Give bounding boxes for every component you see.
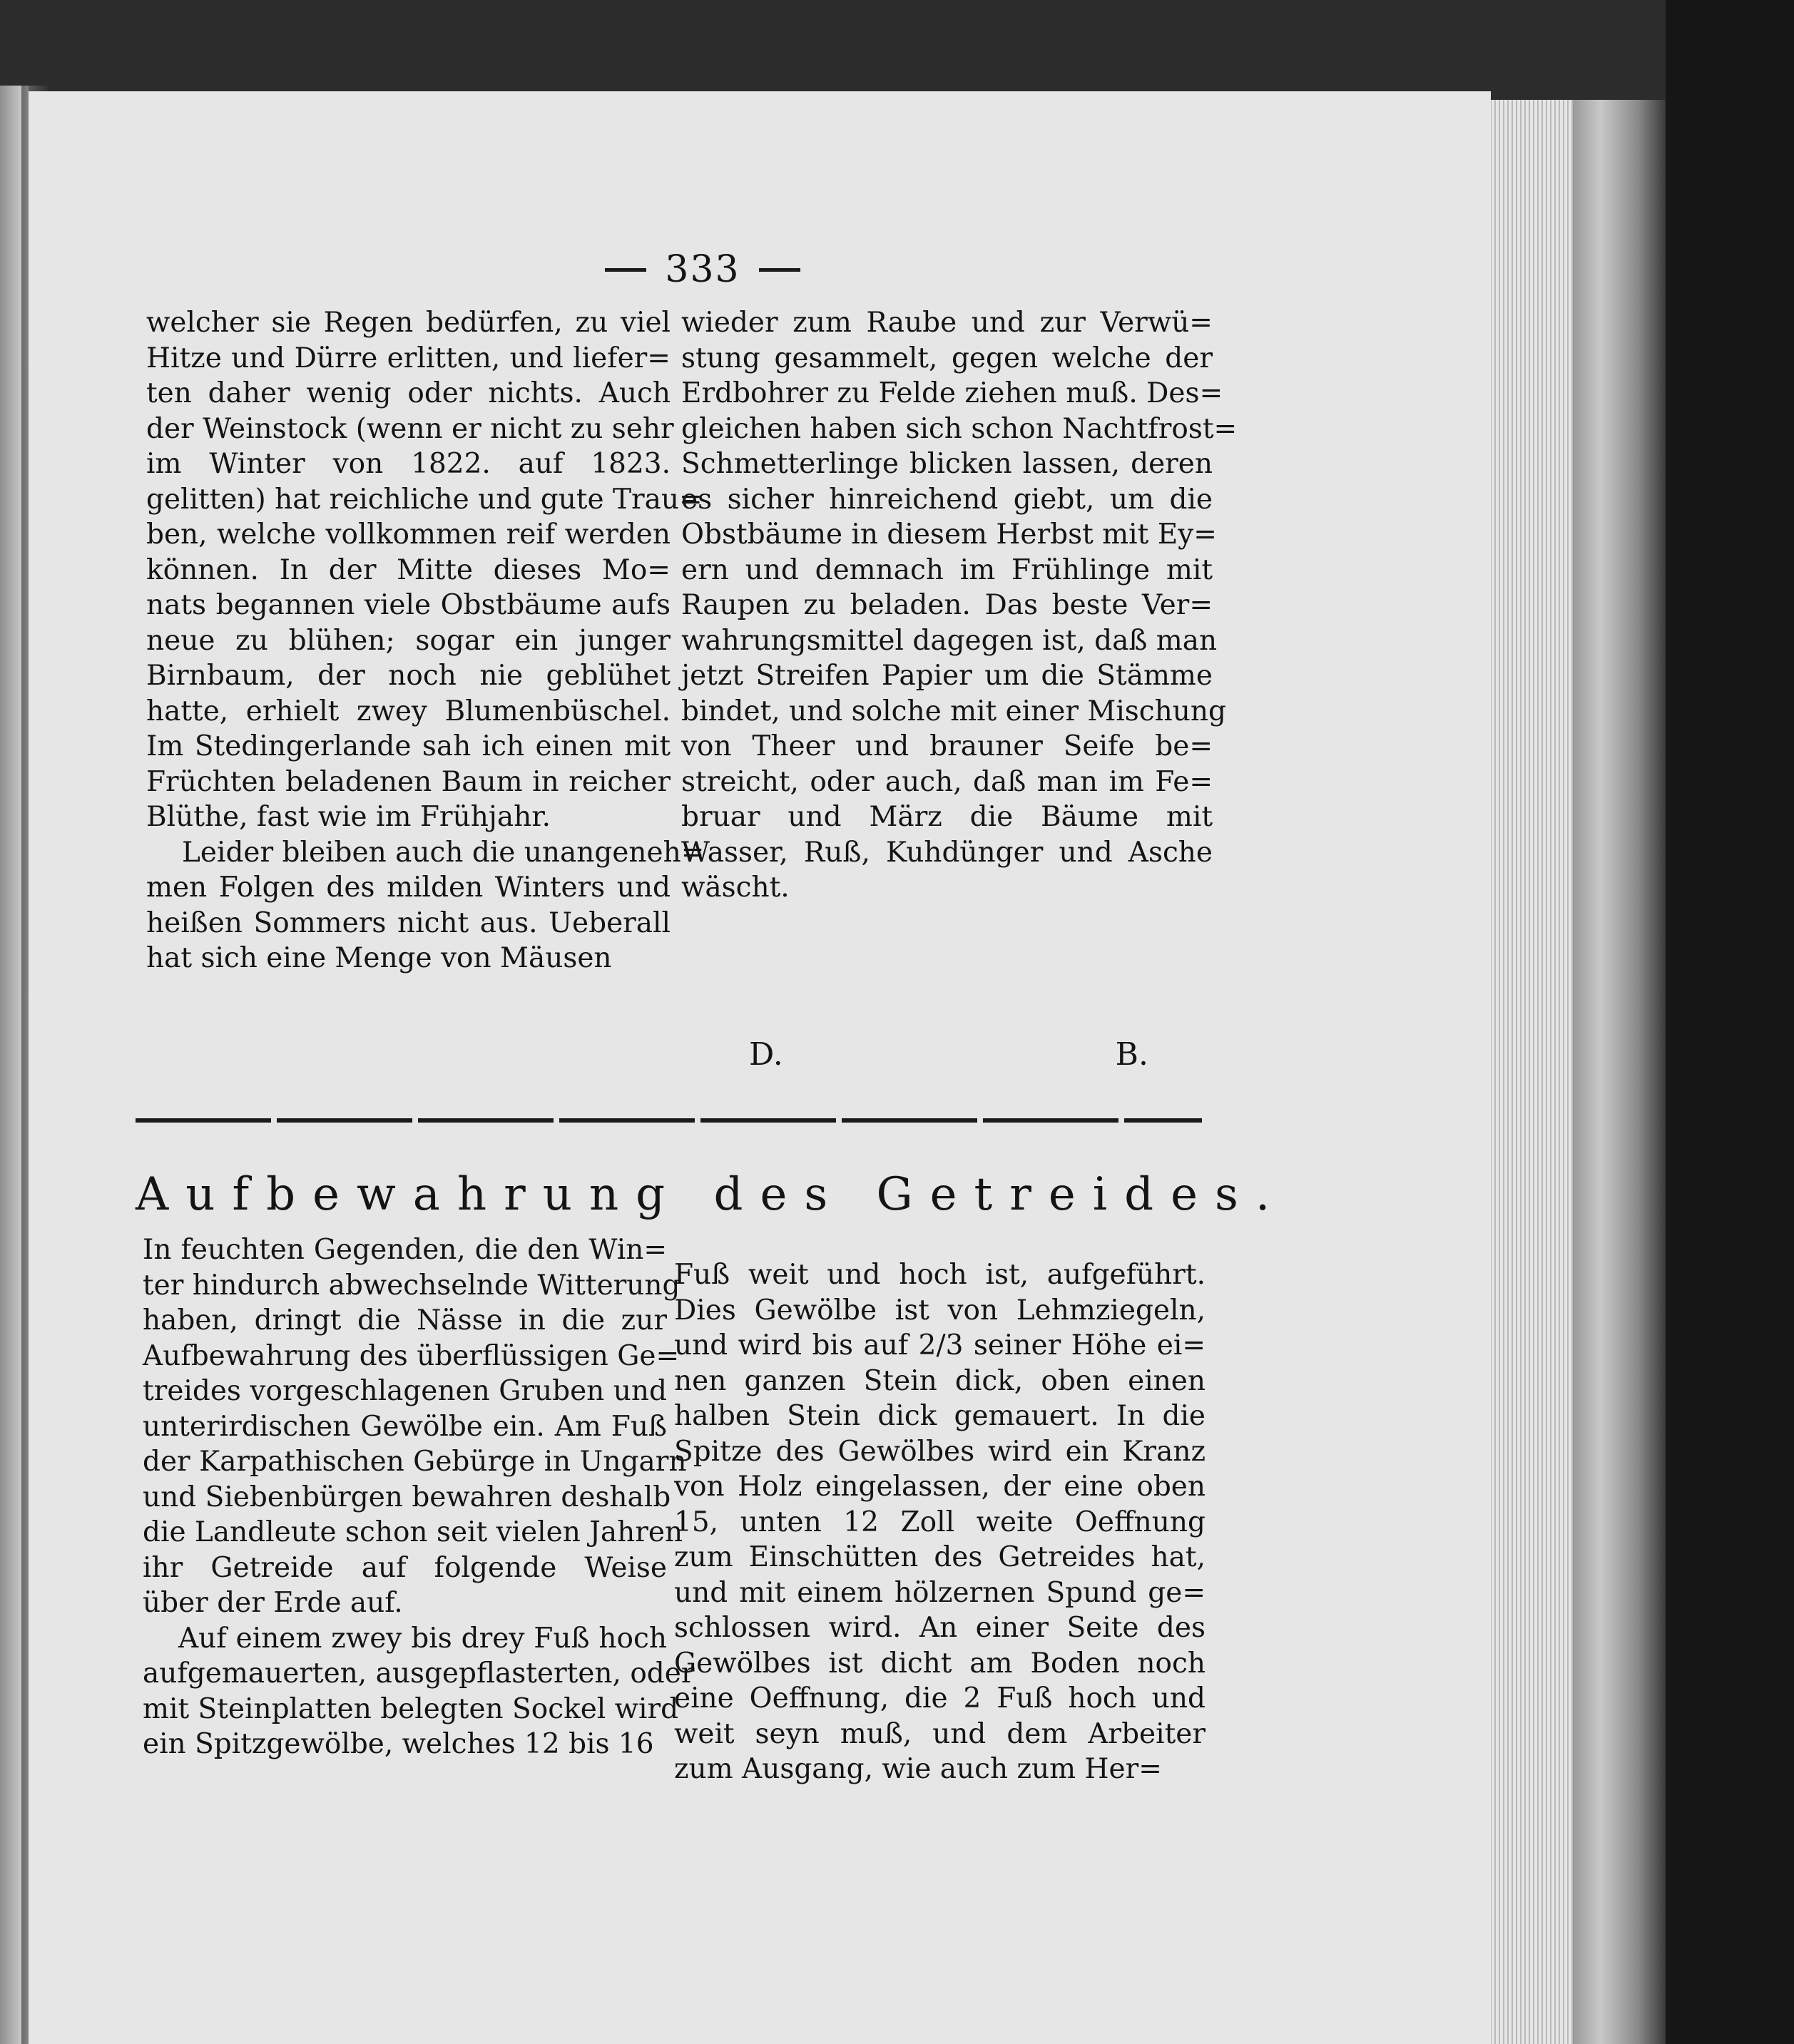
text-line: es sicher hinreichend giebt, um die — [681, 483, 1213, 516]
scan-background-top — [0, 0, 1794, 100]
page-header — [29, 248, 1491, 291]
text-line: Auf einem zwey bis drey Fuß hoch — [178, 1622, 667, 1655]
text-line: Obstbäume in diesem Herbst mit Ey= — [681, 518, 1217, 551]
signature-right: B. — [1115, 1036, 1148, 1073]
text-line: Raupen zu beladen. Das beste Ver= — [681, 589, 1213, 621]
text-line: 15, unten 12 Zoll weite Oeffnung — [674, 1506, 1206, 1538]
text-line: bruar und März die Bäume mit — [681, 801, 1213, 833]
text-line: und Siebenbürgen bewahren deshalb — [143, 1481, 671, 1513]
text-line: ein Spitzgewölbe, welches 12 bis 16 — [143, 1728, 654, 1760]
article-signature — [749, 1036, 1148, 1073]
text-line: können. In der Mitte dieses Mo= — [146, 553, 671, 586]
text-line: Aufbewahrung des überflüssigen Ge= — [143, 1339, 680, 1372]
text-line: ten daher wenig oder nichts. Auch — [146, 377, 671, 409]
column-right-top — [681, 305, 1238, 906]
text-line: Gewölbes ist dicht am Boden noch — [674, 1647, 1206, 1680]
text-line: zum Ausgang, wie auch zum Her= — [674, 1753, 1162, 1785]
text-line: ihr Getreide auf folgende Weise — [143, 1551, 667, 1584]
text-line: hatte, erhielt zwey Blumenbüschel. — [146, 695, 671, 727]
text-line: ter hindurch abwechselnde Witterung — [143, 1269, 681, 1302]
text-line: weit seyn muß, und dem Arbeiter — [674, 1717, 1206, 1750]
text-line: jetzt Streifen Papier um die Stämme — [681, 660, 1213, 692]
text-line: hat sich eine Menge von Mäusen — [146, 942, 612, 974]
text-line: und mit einem hölzernen Spund ge= — [674, 1576, 1206, 1609]
text-line: die Landleute schon seit vielen Jahren — [143, 1516, 683, 1548]
text-line: ben, welche vollkommen reif werden — [146, 518, 671, 551]
section-divider-rule — [136, 1118, 1202, 1123]
text-line: schlossen wird. An einer Seite des — [674, 1612, 1206, 1644]
page-number: 333 — [665, 248, 740, 291]
text-line: wahrungsmittel dagegen ist, daß man — [681, 624, 1218, 657]
book-cover-edge — [1573, 100, 1666, 2044]
header-dash-left — [605, 268, 646, 272]
text-line: der Karpathischen Gebürge in Ungarn — [143, 1446, 687, 1478]
book-page — [29, 91, 1491, 2044]
text-line: neue zu blühen; sogar ein junger — [146, 624, 671, 657]
page-edges — [1487, 100, 1573, 2044]
text-line: Spitze des Gewölbes wird ein Kranz — [674, 1435, 1206, 1468]
text-line: Hitze und Dürre erlitten, und liefer= — [146, 342, 671, 374]
text-line: Blüthe, fast wie im Frühjahr. — [146, 801, 551, 833]
text-line: im Winter von 1822. auf 1823. — [146, 448, 671, 480]
text-line: wäscht. — [681, 872, 790, 904]
text-line: zum Einschütten des Getreides hat, — [674, 1541, 1206, 1573]
signature-left: D. — [749, 1036, 783, 1073]
text-line: welcher sie Regen bedürfen, zu viel — [146, 307, 671, 339]
text-line: Erdbohrer zu Felde ziehen muß. Des= — [681, 377, 1223, 409]
scan-background-right — [1666, 0, 1794, 2044]
text-line: unterirdischen Gewölbe ein. Am Fuß — [143, 1410, 667, 1443]
text-line: stung gesammelt, gegen welche der — [681, 342, 1213, 374]
text-line: über der Erde auf. — [143, 1587, 403, 1619]
text-line: men Folgen des milden Winters und — [146, 872, 671, 904]
text-line: der Weinstock (wenn er nicht zu sehr — [146, 412, 674, 445]
text-line: gelitten) hat reichliche und gute Trau= — [146, 483, 703, 516]
column-left-top — [146, 305, 705, 976]
text-line: Früchten beladenen Baum in reicher — [146, 765, 671, 798]
text-line: streicht, oder auch, daß man im Fe= — [681, 765, 1213, 798]
text-line: Birnbaum, der noch nie geblühet — [146, 660, 671, 692]
text-line: und wird bis auf 2/3 seiner Höhe ei= — [674, 1329, 1206, 1361]
text-line: gleichen haben sich schon Nachtfrost= — [681, 412, 1238, 445]
section-title: Aufbewahrung des Getreides. — [136, 1168, 1288, 1221]
text-line: treides vorgeschlagenen Gruben und — [143, 1375, 667, 1407]
text-line: von Theer und brauner Seife be= — [681, 730, 1213, 762]
text-line: mit Steinplatten belegten Sockel wird — [143, 1692, 679, 1725]
text-line: aufgemauerten, ausgepflasterten, oder — [143, 1657, 695, 1690]
text-line: Leider bleiben auch die unangeneh= — [182, 836, 705, 869]
text-line: In feuchten Gegenden, die den Win= — [143, 1234, 667, 1266]
text-line: Im Stedingerlande sah ich einen mit — [146, 730, 671, 762]
text-line: nats begannen viele Obstbäume aufs — [146, 589, 671, 621]
text-line: heißen Sommers nicht aus. Ueberall — [146, 906, 671, 939]
text-line: haben, dringt die Nässe in die zur — [143, 1304, 667, 1337]
text-line: halben Stein dick gemauert. In die — [674, 1400, 1206, 1432]
text-line: Dies Gewölbe ist von Lehmziegeln, — [674, 1294, 1206, 1327]
text-line: wieder zum Raube und zur Verwü= — [681, 307, 1213, 339]
text-line: Fuß weit und hoch ist, aufgeführt. — [674, 1259, 1206, 1291]
text-line: eine Oeffnung, die 2 Fuß hoch und — [674, 1682, 1206, 1715]
column-right-bottom — [674, 1257, 1206, 1787]
text-line: Wasser, Ruß, Kuhdünger und Asche — [681, 836, 1213, 869]
text-line: Schmetterlinge blicken lassen, deren — [681, 448, 1213, 480]
text-line: von Holz eingelassen, der eine oben — [674, 1471, 1206, 1503]
header-dash-right — [759, 268, 800, 272]
text-line: nen ganzen Stein dick, oben einen — [674, 1364, 1206, 1397]
text-line: bindet, und solche mit einer Mischung — [681, 695, 1226, 727]
column-left-bottom — [143, 1232, 695, 1762]
text-line: ern und demnach im Frühlinge mit — [681, 553, 1213, 586]
